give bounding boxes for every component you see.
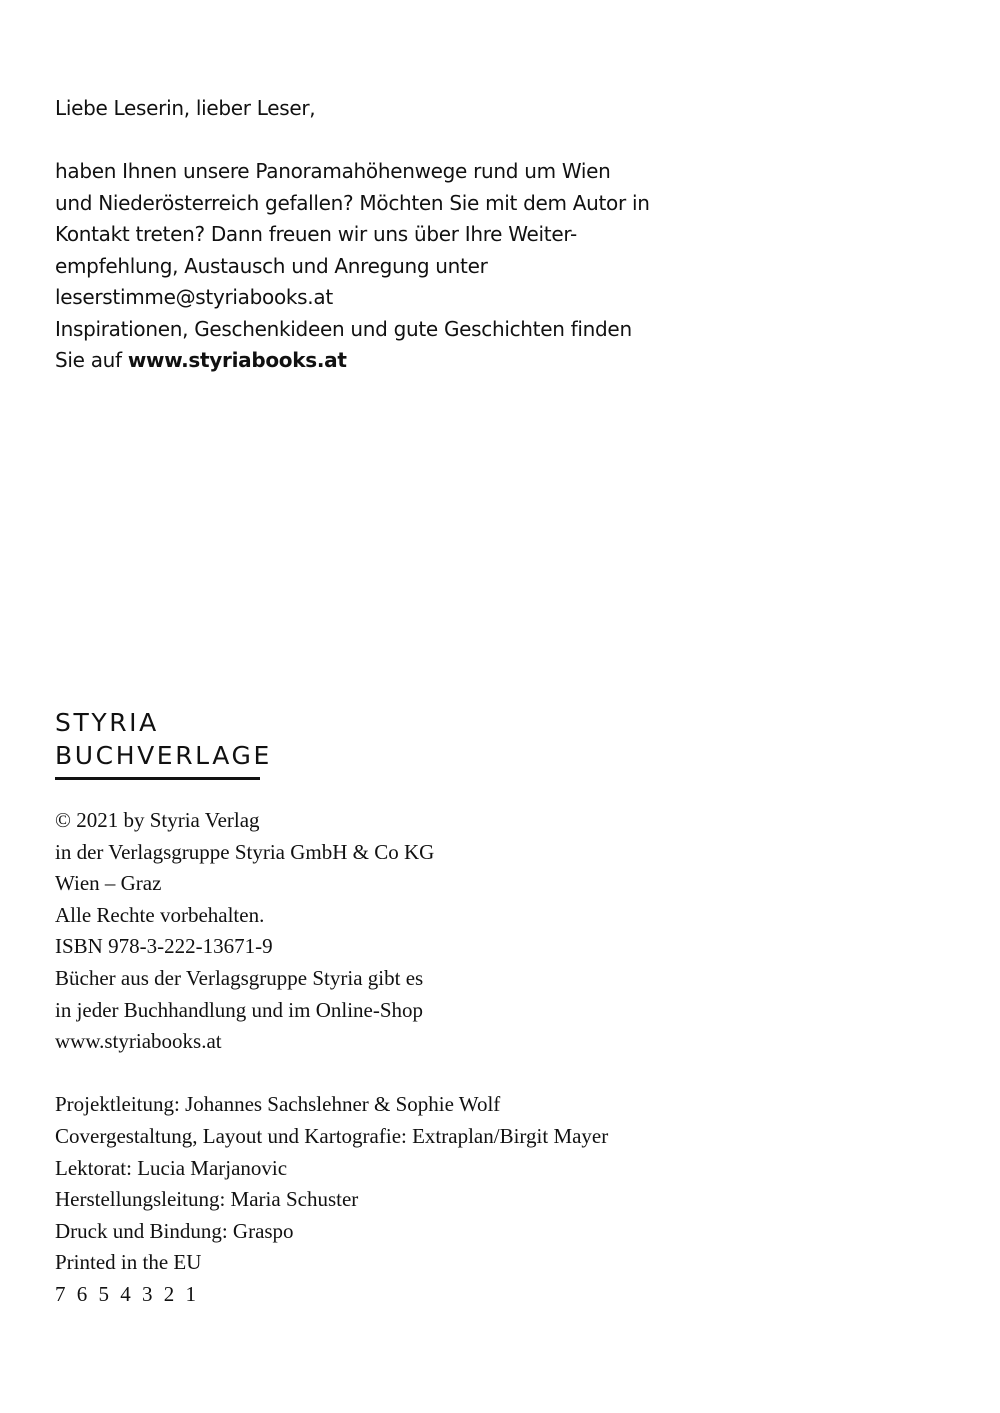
letter-last-line bbox=[55, 345, 715, 377]
credit-editing: Lektorat: Lucia Marjanovic bbox=[55, 1155, 288, 1180]
website-link-bold[interactable]: www.styriabooks.at bbox=[127, 348, 347, 372]
publisher-group: in der Verlagsgruppe Styria GmbH & Co KG bbox=[55, 839, 435, 864]
letter-line: Kontakt treten? Dann freuen wir uns über Ihre Weiter- bbox=[55, 222, 577, 246]
reader-email-link[interactable]: leserstimme@styriabooks.at bbox=[55, 285, 333, 309]
availability-line: in jeder Buchhandlung und im Online-Shop bbox=[55, 997, 424, 1022]
imprint-spacer bbox=[55, 1058, 755, 1090]
printed-in: Printed in the EU bbox=[55, 1250, 202, 1275]
credit-project-lead: Projektleitung: Johannes Sachslehner & Sophie Wolf bbox=[55, 1092, 501, 1117]
publisher-cities: Wien – Graz bbox=[55, 871, 162, 896]
letter-greeting: Liebe Leserin, lieber Leser, bbox=[55, 96, 316, 120]
logo-line-buchverlage: BUCHVERLAGE bbox=[55, 741, 272, 770]
letter-spacer bbox=[55, 125, 715, 157]
imprint-website-link[interactable]: www.styriabooks.at bbox=[55, 1029, 222, 1054]
isbn: ISBN 978-3-222-13671-9 bbox=[55, 934, 273, 959]
letter-line: haben Ihnen unsere Panoramahöhenwege rund um Wien bbox=[55, 159, 611, 183]
letter-line: Inspirationen, Geschenkideen und gute Geschichten finden bbox=[55, 316, 632, 341]
credit-design: Covergestaltung, Layout und Kartografie: Extraplan/Birgit Mayer bbox=[55, 1123, 609, 1148]
copyright-notice: © 2021 by Styria Verlag bbox=[55, 808, 260, 832]
credit-printing: Druck und Bindung: Graspo bbox=[55, 1218, 294, 1243]
imprint bbox=[55, 805, 755, 1311]
reader-letter bbox=[55, 93, 715, 377]
publisher-logo bbox=[55, 706, 272, 780]
rights-notice: Alle Rechte vorbehalten. bbox=[55, 902, 265, 927]
availability-line: Bücher aus der Verlagsgruppe Styria gibt es bbox=[55, 965, 424, 990]
logo-line-styria: STYRIA bbox=[55, 708, 159, 737]
logo-underline bbox=[55, 777, 260, 780]
credit-production: Herstellungsleitung: Maria Schuster bbox=[55, 1187, 359, 1212]
letter-line: und Niederösterreich gefallen? Möchten Sie mit dem Autor in bbox=[55, 190, 650, 215]
letter-last-prefix: Sie auf bbox=[55, 348, 128, 372]
letter-line: empfehlung, Austausch und Anregung unter bbox=[55, 253, 488, 278]
print-run-numbers: 7 6 5 4 3 2 1 bbox=[55, 1281, 199, 1306]
